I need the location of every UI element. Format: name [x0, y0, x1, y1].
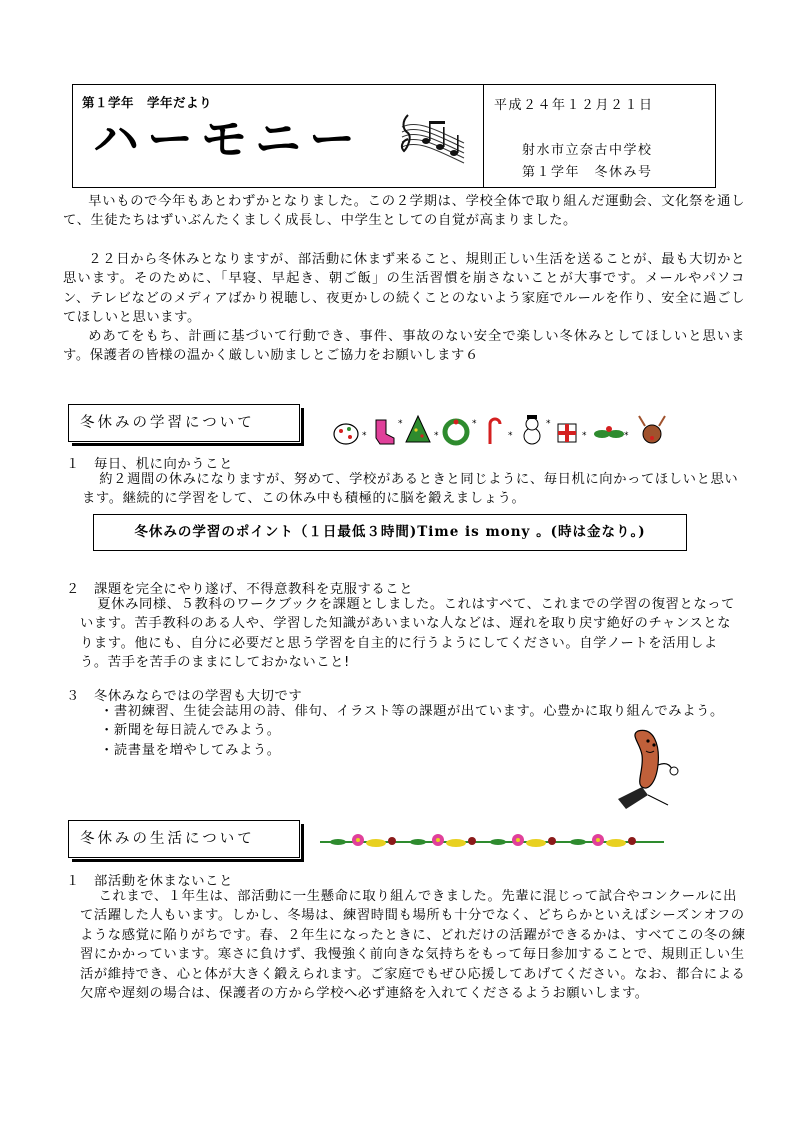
- study-item-1-body: 約２週間の休みになりますが、努めて、学校があるときと同じように、毎日机に向かってほしいと思います。継続的に学習をして、この休み中も積極的に脳を鍛えましょう。: [82, 472, 739, 507]
- gift-icon: [558, 424, 576, 442]
- music-notes-icon: [398, 107, 470, 169]
- item-number: １: [66, 874, 80, 889]
- life-item-1-body: これまで、１年生は、部活動に一生懸命に取り組んできました。先輩に混じって試合やコンクールに出て活躍した人もいます。しかし、冬場は、練習時間も場所も十分でなく、どちらかといえばシーズンオフのような感覚に陥りがちです。春、２年生になったときに、どれだけの活躍ができるかは、すべてこの冬の練習にかかっています。寒さに負けず、我慢強く前向きな気持ちをもって毎日参加することで、規則正しい生活が維持でき、心と体が大きく鍛えられます。ご家庭でもぜひ応援してあげてください。なお、都合による欠席や遅刻の場合は、保護者の方から学校へ必ず連絡を入れてくださるようお願いします。: [80, 889, 746, 1002]
- item-title: 冬休みならではの学習も大切です: [94, 689, 303, 704]
- study-item-2-body: 夏休み同様、５教科のワークブックを課題としました。これはすべて、これまでの学習の復習となっています。苦手教科のある人や、学習した知識があいまいな人などは、遅れを取り戻す絶好のチャンスとなります。他にも、自分に必要だと思う学習を自主的に行うようにしてください。自学ノートを活用しよう。苦手を苦手のままにしておかないこと!: [80, 597, 736, 671]
- svg-text:*: *: [472, 419, 477, 429]
- header-title-area: [73, 85, 483, 187]
- item-number: ３: [66, 689, 80, 704]
- intro-paragraph: 早いもので今年もあとわずかとなりました。この２学期は、学校全体で取り組んだ運動会、文化祭を通して、生徒たちはずいぶんたくましく成長し、中学生としての自覚が高まりました。: [63, 194, 745, 229]
- sausage-character-icon: [608, 725, 692, 813]
- svg-text:*: *: [508, 431, 513, 441]
- item-title: 部活動を休まないこと: [94, 874, 233, 889]
- school-name: 射水市立奈古中学校: [522, 143, 653, 158]
- svg-text:*: *: [624, 431, 629, 441]
- svg-text:*: *: [582, 431, 587, 441]
- stocking-icon: [376, 420, 394, 444]
- cake-icon: [334, 424, 358, 444]
- item-title: 課題を完全にやり遂げ、不得意教科を克服すること: [94, 582, 414, 597]
- flower-garland-icon: [318, 830, 666, 852]
- candy-cane-icon: [490, 419, 500, 444]
- header-info-area: [483, 85, 716, 187]
- christmas-tree-icon: [406, 416, 430, 442]
- intro-paragraph: ２２日から冬休みとなりますが、部活動に休まず来ること、規則正しい生活を送ることが、最も大切かと思います。そのために、「早寝、早起き、朝ご飯」の生活習慣を崩さないことが大事です。メールやパソコン、テレビなどのメディアばかり視聴し、夜更かしの続くことのないよう家庭でルールを作り、安全に過ごしてほしいと思います。: [63, 252, 745, 326]
- newsletter-subtitle: 第１学年 学年だより: [82, 95, 213, 110]
- issue-date: 平成２４年１２月２１日: [494, 98, 654, 113]
- wreath-icon: [445, 420, 467, 444]
- newsletter-title: ハーモニー: [93, 112, 363, 166]
- life-section-heading: 冬休みの生活について: [68, 820, 300, 858]
- item-number: ２: [66, 582, 80, 597]
- item-title: 毎日、机に向かうこと: [94, 457, 233, 472]
- holly-icon: [594, 426, 624, 438]
- study-point-box: 冬休みの学習のポイント（１日最低３時間)Time is mony 。(時は金なり。): [93, 514, 687, 551]
- list-item: ・新聞を毎日読んでみよう。: [100, 723, 281, 739]
- newsletter-header: [72, 84, 716, 188]
- list-item: ・書初練習、生徒会誌用の詩、俳句、イラスト等の課題が出ています。心豊かに取り組んでみよう。: [100, 704, 724, 719]
- reindeer-icon: [639, 416, 665, 443]
- study-section-heading: 冬休みの学習について: [68, 404, 300, 442]
- snowman-icon: [524, 415, 540, 444]
- svg-text:*: *: [546, 419, 551, 429]
- grade-issue: 第１学年 冬休み号: [522, 165, 653, 180]
- intro-paragraph: めあてをもち、計画に基づいて行動でき、事件、事故のない安全で楽しい冬休みとしてほしいと思います。保護者の皆様の温かく厳しい励ましとご協力をお願いします６: [63, 329, 745, 364]
- christmas-decoration-icons: [332, 412, 676, 448]
- list-item: ・読書量を増やしてみよう。: [100, 742, 281, 758]
- svg-text:*: *: [434, 431, 439, 441]
- item-number: １: [66, 457, 80, 472]
- svg-text:*: *: [398, 419, 403, 429]
- svg-text:*: *: [362, 431, 367, 441]
